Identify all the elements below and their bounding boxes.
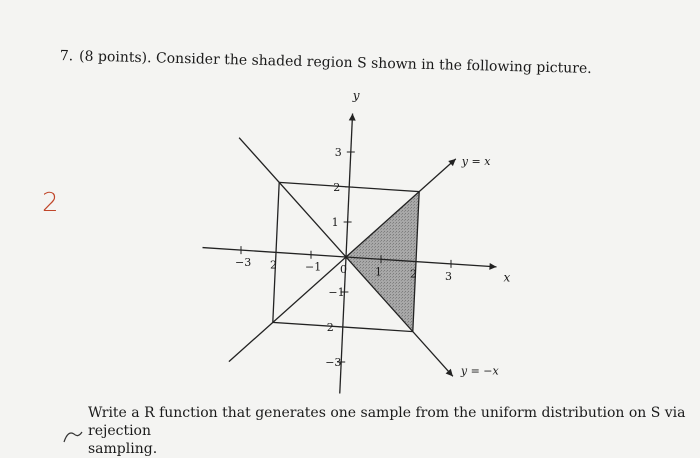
y-axis-label: y — [352, 88, 360, 103]
y-tick-label: 1 — [331, 216, 339, 229]
instruction-line-1: Write a R function that generates one sample from the uniform distribution on S via rejection — [88, 405, 686, 439]
x-tick-label: 3 — [445, 269, 452, 283]
label-y-equals-neg-x: y = −x — [460, 364, 499, 378]
question-number: 7. — [59, 48, 74, 65]
x-tick-label: 2 — [270, 258, 277, 272]
y-tick-label: 3 — [334, 146, 342, 159]
y-axis-arrow — [349, 114, 356, 121]
x-tick-label: −1 — [305, 260, 322, 274]
label-y-equals-x: y = x — [461, 154, 491, 168]
x-tick-label: 2 — [410, 267, 417, 281]
y-tick-label: −3 — [325, 356, 342, 369]
x-tick-label: 1 — [375, 265, 382, 279]
question-text: (8 points). Consider the shaded region S shown in the following picture. — [78, 48, 592, 77]
y-tick-label: −1 — [328, 286, 345, 299]
x-tick-label: 0 — [340, 263, 347, 276]
x-axis-arrow — [489, 263, 496, 270]
instruction-text — [88, 404, 688, 458]
margin-score-note: 2 — [42, 188, 59, 218]
y-tick-label: 2 — [333, 181, 341, 194]
x-axis-label: x — [503, 270, 511, 285]
instruction-line-2: sampling. — [88, 441, 158, 457]
y-tick-label: 2 — [326, 321, 334, 334]
pen-mark-icon — [62, 426, 84, 444]
x-tick-label: −3 — [235, 256, 252, 270]
